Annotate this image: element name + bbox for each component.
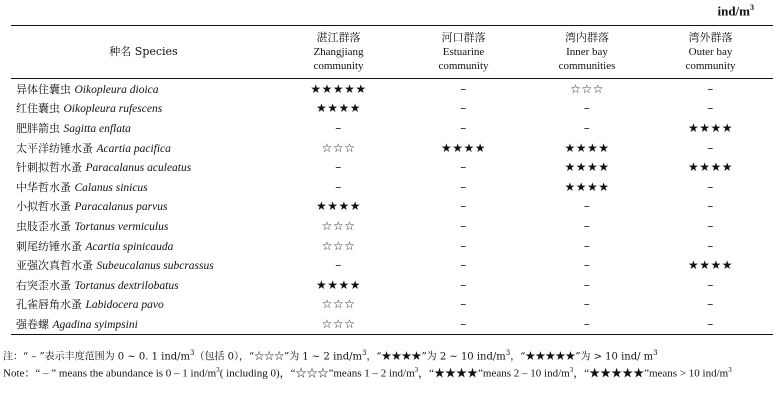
- outer-bay-abundance: –: [707, 199, 714, 214]
- species-header: 种名 Species: [11, 26, 276, 79]
- species-name: [11, 197, 276, 217]
- species-chinese-name: 虫肢歪水蚤: [16, 219, 75, 233]
- species-latin-name: Calanus sinicus: [74, 181, 148, 194]
- outer-bay-abundance: –: [707, 179, 714, 194]
- zhangjiang-abundance: –: [335, 160, 342, 175]
- unit-label: ind/$m^3$: [717, 3, 754, 19]
- table-row: [11, 197, 773, 217]
- species-latin-name: Subeucalanus subcrassus: [96, 260, 214, 273]
- outer-bay-abundance: –: [707, 101, 714, 116]
- table-row: [11, 314, 773, 334]
- outer-bay-abundance: –: [707, 277, 714, 292]
- outer-bay-abundance: ★★★★: [687, 258, 734, 273]
- species-chinese-name: 异体住囊虫: [16, 82, 75, 96]
- inner-bay-abundance: –: [583, 258, 591, 273]
- estuarine-abundance: –: [460, 238, 467, 253]
- table-row: [11, 157, 773, 177]
- estuarine-abundance: –: [460, 179, 467, 194]
- note-chinese: 注：“ – ”表示丰度范围为 0 ~ 0. 1 ind/$m^3$（包括 0），“☆☆☆”为 1 ~ 2 ind/$m^3$，“★★★★”为 2 ~ 10 ind/$m^3$，“★★★★★”为 > 10 ind/ $m^3$: [3, 349, 658, 363]
- inner-bay-abundance: ★★★★: [564, 160, 610, 175]
- outer-bay-abundance: –: [707, 81, 714, 96]
- species-name: [11, 255, 276, 275]
- outer-bay-abundance: ★★★★: [687, 160, 734, 175]
- abundance-table: [11, 25, 773, 335]
- estuarine-abundance: –: [460, 277, 467, 292]
- table-row: [11, 118, 773, 138]
- inner-bay-abundance: –: [583, 218, 591, 233]
- zhangjiang-abundance: –: [335, 258, 342, 273]
- table-row: [11, 138, 773, 158]
- estuarine-abundance: –: [460, 258, 467, 273]
- estuarine-abundance: –: [460, 101, 467, 116]
- inner-bay-abundance: –: [583, 297, 591, 312]
- species-chinese-name: 刺尾纺锤水蚤: [16, 239, 86, 253]
- inner-bay-abundance: –: [526, 314, 648, 334]
- zhangjiang-abundance: ☆☆☆: [321, 218, 356, 233]
- inner-bay-abundance: ★★★★: [564, 140, 610, 155]
- species-chinese-name: 肥胖箭虫: [16, 121, 64, 135]
- species-latin-name: Paracalanus parvus: [74, 201, 168, 214]
- species-name: [11, 157, 276, 177]
- zhangjiang-abundance: ★★★★: [315, 277, 362, 292]
- species-latin-name: Tortanus vermiculus: [74, 220, 169, 233]
- species-name: [11, 236, 276, 256]
- species-name: [11, 79, 276, 99]
- table-row: [11, 216, 773, 236]
- estuarine-abundance: –: [460, 297, 467, 312]
- species-chinese-name: 亚强次真哲水蚤: [16, 259, 97, 273]
- species-chinese-name: 中华哲水蚤: [16, 180, 75, 194]
- table-row: [11, 79, 773, 99]
- estuarine-abundance: –: [460, 218, 467, 233]
- estuarine-abundance: –: [460, 81, 467, 96]
- table-row: [11, 255, 773, 275]
- zhangjiang-abundance: ☆☆☆: [276, 314, 401, 334]
- species-name: [11, 275, 276, 295]
- species-chinese-name: 太平洋纺锤水蚤: [16, 141, 97, 155]
- outer-bay-abundance: –: [648, 314, 773, 334]
- note-english: Note：“ – ” means the abundance is 0 – 1 ind/$m^3$( including 0)，“☆☆☆”means 1 – 2 ind/$m^3$，“★★★★”means 2 – 10 ind/$m^3$，“★★★★★”means > 10 ind/$m^3$: [3, 365, 732, 380]
- estuarine-abundance: –: [460, 120, 467, 135]
- species-latin-name: Oikopleura dioica: [74, 83, 159, 96]
- inner-bay-abundance: ★★★★: [564, 179, 610, 194]
- species-name: [11, 295, 276, 315]
- header-row: [11, 26, 773, 79]
- species-latin-name: Acartia spinicauda: [85, 240, 174, 253]
- table-row: [11, 236, 773, 256]
- zhangjiang-abundance: ☆☆☆: [321, 297, 356, 312]
- species-chinese-name: 强卷螺: [16, 317, 53, 331]
- species-name: [11, 216, 276, 236]
- species-name: [11, 314, 276, 334]
- species-name: [11, 138, 276, 158]
- zhangjiang-header: 湛江群落 Zhangjiang community: [276, 26, 401, 79]
- table-row: [11, 295, 773, 315]
- species-latin-name: Tortanus dextrilobatus: [74, 279, 179, 292]
- inner-bay-header: 湾内群落 Inner bay communities: [526, 26, 648, 79]
- species-latin-name: Paracalanus aculeatus: [85, 162, 192, 175]
- table-row: [11, 177, 773, 197]
- species-chinese-name: 孔雀唇角水蚤: [16, 298, 86, 312]
- species-name: [11, 177, 276, 197]
- estuarine-header: 河口群落 Estuarine community: [401, 26, 526, 79]
- species-chinese-name: 右突歪水蚤: [16, 278, 75, 292]
- outer-bay-abundance: –: [707, 140, 714, 155]
- zhangjiang-abundance: ★★★★: [315, 101, 362, 116]
- inner-bay-abundance: –: [583, 101, 591, 116]
- table-row: [11, 99, 773, 119]
- zhangjiang-abundance: ★★★★: [315, 199, 362, 214]
- inner-bay-abundance: –: [583, 238, 591, 253]
- outer-bay-abundance: –: [707, 297, 714, 312]
- estuarine-abundance: –: [460, 160, 467, 175]
- inner-bay-abundance: –: [583, 120, 591, 135]
- inner-bay-abundance: ☆☆☆: [570, 81, 604, 96]
- species-latin-name: Sagitta enflata: [63, 122, 131, 135]
- inner-bay-abundance: –: [583, 277, 591, 292]
- species-latin-name: Acartia pacifica: [96, 142, 171, 155]
- inner-bay-abundance: –: [583, 199, 591, 214]
- outer-bay-abundance: –: [707, 218, 714, 233]
- estuarine-abundance: –: [460, 199, 467, 214]
- zhangjiang-abundance: ☆☆☆: [321, 238, 356, 253]
- species-latin-name: Labidocera pavo: [85, 299, 164, 312]
- table-notes: [3, 347, 779, 381]
- zhangjiang-abundance: ☆☆☆: [321, 140, 356, 155]
- species-chinese-name: 红住囊虫: [16, 102, 64, 116]
- zhangjiang-abundance: –: [335, 179, 342, 194]
- outer-bay-abundance: –: [707, 238, 714, 253]
- species-name: [11, 99, 276, 119]
- outer-bay-header: 湾外群落 Outer bay community: [648, 26, 773, 79]
- zhangjiang-abundance: –: [335, 120, 342, 135]
- species-name: [11, 118, 276, 138]
- species-chinese-name: 小拟哲水蚤: [16, 200, 75, 214]
- species-latin-name: Agadina syimpsini: [52, 318, 138, 331]
- estuarine-abundance: ★★★★: [440, 140, 487, 155]
- table-row: [11, 275, 773, 295]
- species-latin-name: Oikopleura rufescens: [63, 103, 163, 116]
- species-chinese-name: 针刺拟哲水蚤: [16, 161, 86, 175]
- zhangjiang-abundance: ★★★★★: [310, 81, 367, 96]
- outer-bay-abundance: ★★★★: [687, 120, 734, 135]
- estuarine-abundance: –: [401, 314, 526, 334]
